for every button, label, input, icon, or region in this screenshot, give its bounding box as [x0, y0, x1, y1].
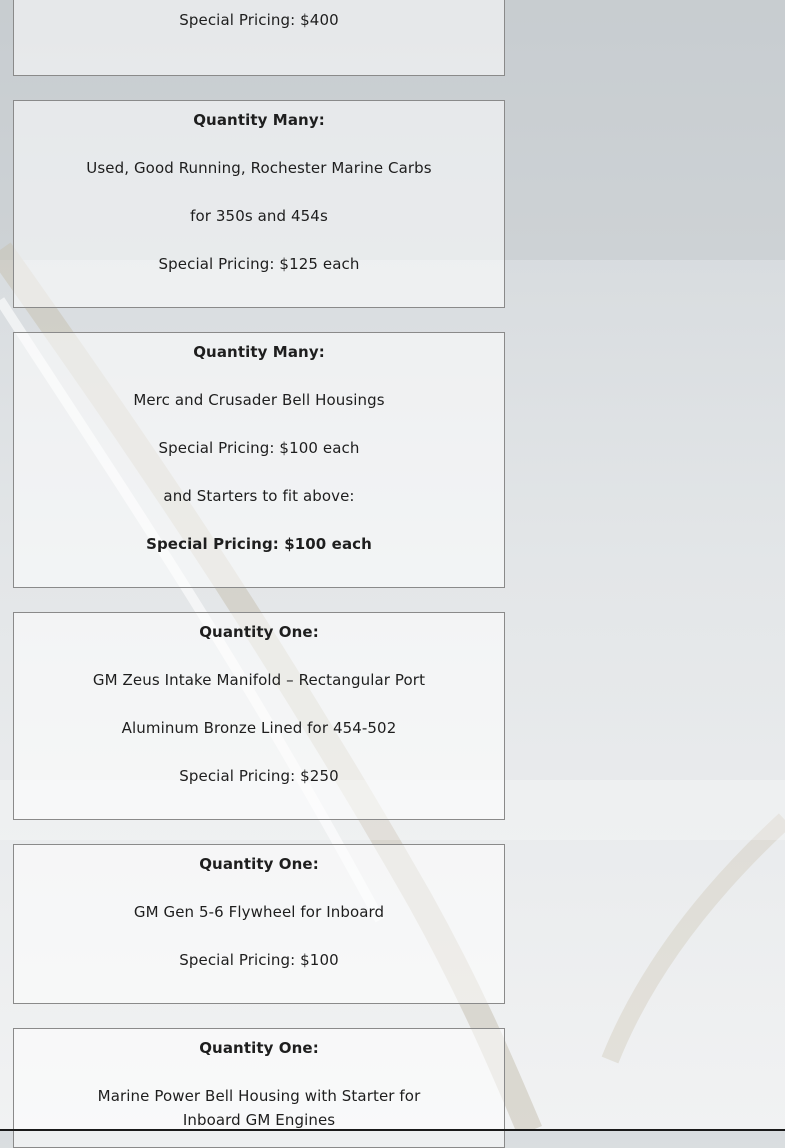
- product-card-line: Special Pricing: $125 each: [158, 255, 360, 273]
- product-card-line: Quantity One:: [199, 1039, 319, 1057]
- product-card-line: Marine Power Bell Housing with Starter for: [97, 1087, 421, 1105]
- product-card-line: Used, Good Running, Rochester Marine Carbs: [86, 159, 432, 177]
- product-card-line: Inboard GM Engines: [182, 1111, 336, 1129]
- product-card: [13, 332, 505, 588]
- product-card-line: Special Pricing: $400: [179, 11, 339, 29]
- product-card: [13, 0, 505, 76]
- product-card: [13, 612, 505, 820]
- product-card: [13, 844, 505, 1004]
- product-card-line: Special Pricing: $100 each: [146, 535, 372, 553]
- product-card-line: Special Pricing: $100 each: [158, 439, 360, 457]
- product-card-line: Quantity Many:: [193, 343, 325, 361]
- product-card-line: and Starters to fit above:: [163, 487, 355, 505]
- product-card-line: Quantity One:: [199, 623, 319, 641]
- product-card-line: Special Pricing: $100: [179, 951, 339, 969]
- product-card-line: Aluminum Bronze Lined for 454-502: [121, 719, 397, 737]
- product-card: [13, 100, 505, 308]
- product-card-line: Merc and Crusader Bell Housings: [133, 391, 385, 409]
- product-card-line: Quantity One:: [199, 855, 319, 873]
- product-card-line: Quantity Many:: [193, 111, 325, 129]
- product-card-line: Special Pricing: $250: [179, 767, 339, 785]
- product-card-line: GM Gen 5-6 Flywheel for Inboard: [133, 903, 385, 921]
- product-card-line: for 350s and 454s: [190, 207, 328, 225]
- product-card-line: GM Zeus Intake Manifold – Rectangular Port: [92, 671, 426, 689]
